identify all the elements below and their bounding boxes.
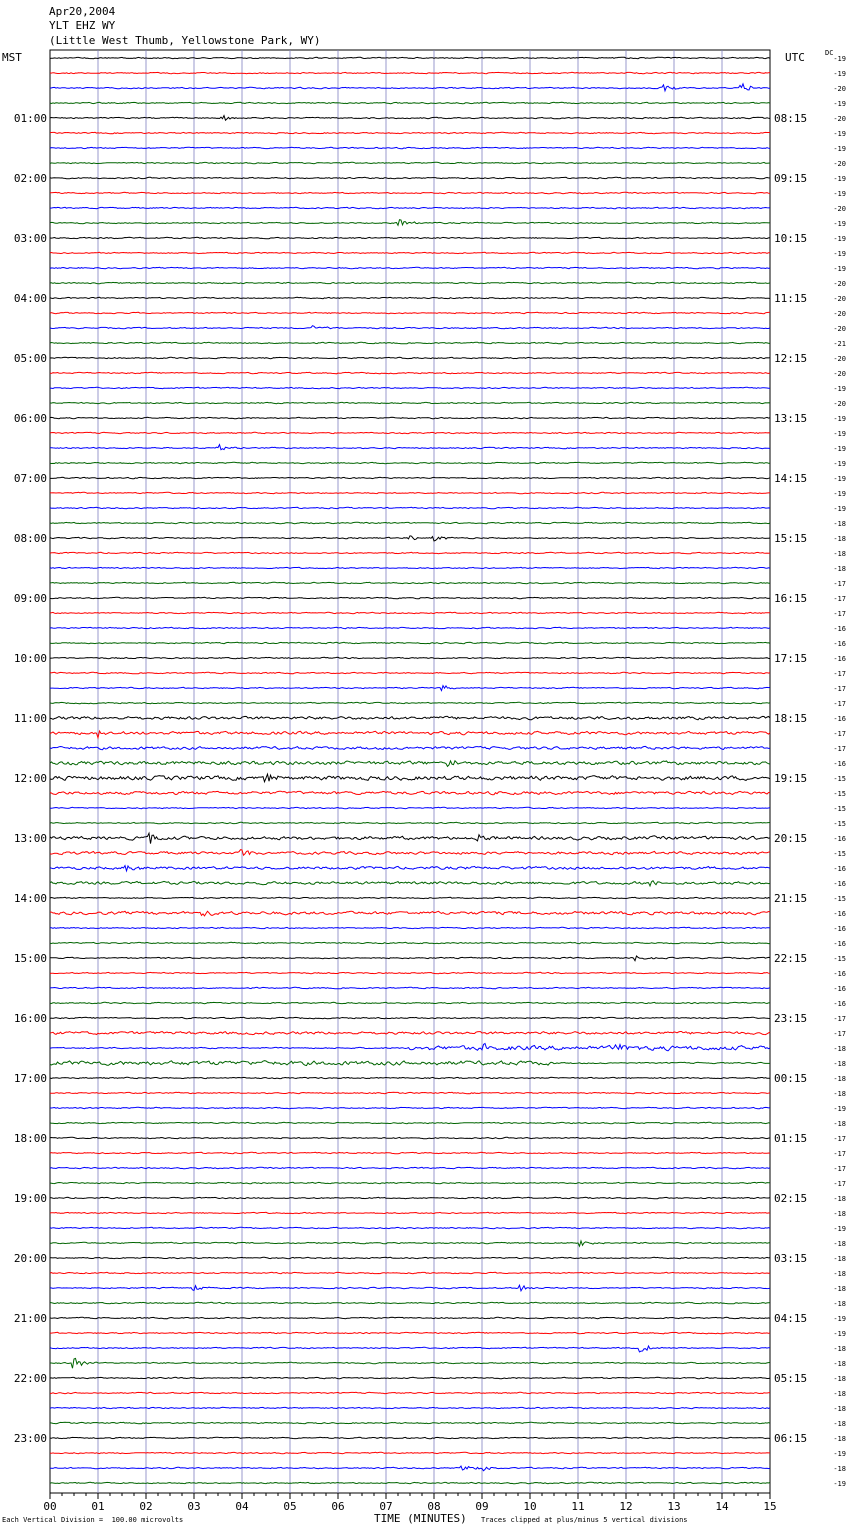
right-hour-label: 04:15 bbox=[774, 1312, 808, 1325]
right-hour-label: 19:15 bbox=[774, 772, 808, 785]
seismogram-trace bbox=[50, 1092, 770, 1093]
seismogram-trace bbox=[50, 1077, 770, 1078]
seismogram-trace bbox=[50, 897, 770, 898]
seismogram-trace bbox=[50, 1061, 770, 1066]
dc-offset-label: -16 bbox=[833, 760, 846, 768]
seismogram-trace bbox=[50, 1317, 770, 1319]
dc-offset-label: -16 bbox=[833, 715, 846, 723]
time-axis bbox=[43, 1493, 776, 1513]
dc-offset-label: -18 bbox=[833, 1405, 846, 1413]
dc-offset-label: -19 bbox=[833, 175, 846, 183]
x-tick-label: 09 bbox=[475, 1500, 489, 1513]
dc-offset-label: -17 bbox=[833, 610, 846, 618]
seismogram-trace bbox=[50, 432, 770, 433]
seismogram-trace bbox=[50, 642, 770, 643]
dc-offset-label: -18 bbox=[833, 1210, 846, 1218]
seismogram-trace bbox=[50, 567, 770, 568]
seismogram-trace bbox=[50, 612, 770, 613]
seismogram-trace bbox=[50, 1002, 770, 1003]
right-hour-label: 03:15 bbox=[774, 1252, 808, 1265]
dc-offset-label: -17 bbox=[833, 1180, 846, 1188]
seismogram-trace bbox=[50, 761, 770, 767]
dc-offset-column-label: DC bbox=[825, 49, 834, 57]
seismogram-trace bbox=[50, 116, 770, 121]
seismogram-trace bbox=[50, 507, 770, 509]
dc-offset-label: -17 bbox=[833, 1135, 846, 1143]
dc-offset-label: -19 bbox=[833, 1480, 846, 1488]
dc-offset-label: -17 bbox=[833, 1150, 846, 1158]
seismogram-trace bbox=[50, 746, 770, 749]
dc-offset-label: -20 bbox=[833, 280, 846, 288]
seismogram-trace bbox=[50, 1227, 770, 1229]
seismogram-trace bbox=[50, 72, 770, 73]
dc-offset-label: -18 bbox=[833, 1435, 846, 1443]
seismogram-trace bbox=[50, 833, 770, 843]
dc-offset-label: -20 bbox=[833, 205, 846, 213]
dc-offset-label: -17 bbox=[833, 745, 846, 753]
left-hour-label: 14:00 bbox=[13, 892, 47, 905]
left-hour-label: 05:00 bbox=[13, 352, 47, 365]
seismogram-trace bbox=[50, 282, 770, 283]
x-tick-label: 01 bbox=[91, 1500, 105, 1513]
dc-offset-label: -16 bbox=[833, 970, 846, 978]
left-hour-label: 19:00 bbox=[13, 1192, 47, 1205]
seismogram-trace bbox=[50, 672, 770, 674]
dc-offset-label: -17 bbox=[833, 670, 846, 678]
seismogram-trace bbox=[50, 417, 770, 419]
right-hour-label: 18:15 bbox=[774, 712, 808, 725]
dc-offset-label: -15 bbox=[833, 790, 846, 798]
left-hour-label: 22:00 bbox=[13, 1372, 47, 1385]
left-hour-label: 20:00 bbox=[13, 1252, 47, 1265]
left-hour-label: 09:00 bbox=[13, 592, 47, 605]
dc-offset-label: -19 bbox=[833, 1315, 846, 1323]
dc-offset-label: -20 bbox=[833, 160, 846, 168]
dc-offset-label: -15 bbox=[833, 775, 846, 783]
seismogram-trace bbox=[50, 102, 770, 103]
dc-offset-label: -18 bbox=[833, 565, 846, 573]
seismogram-trace bbox=[50, 1285, 770, 1291]
dc-offset-label: -17 bbox=[833, 1030, 846, 1038]
dc-offset-label: -16 bbox=[833, 1000, 846, 1008]
seismogram-trace bbox=[50, 237, 770, 238]
dc-offset-label: -19 bbox=[833, 505, 846, 513]
dc-offset-label: -19 bbox=[833, 1330, 846, 1338]
dc-offset-label: -17 bbox=[833, 1015, 846, 1023]
seismogram-trace bbox=[50, 774, 770, 782]
seismogram-trace bbox=[50, 850, 770, 856]
left-hour-label: 01:00 bbox=[13, 112, 47, 125]
dc-offset-label: -19 bbox=[833, 445, 846, 453]
seismogram-trace bbox=[50, 1422, 770, 1423]
seismogram-trace bbox=[50, 1392, 770, 1393]
dc-offset-label: -19 bbox=[833, 55, 846, 63]
plot-grid bbox=[50, 50, 770, 1493]
seismogram-trace bbox=[50, 1017, 770, 1019]
seismogram-trace bbox=[50, 357, 770, 358]
right-hour-label: 02:15 bbox=[774, 1192, 808, 1205]
seismogram-trace bbox=[50, 1272, 770, 1273]
dc-offset-label: -18 bbox=[833, 550, 846, 558]
left-hour-label: 11:00 bbox=[13, 712, 47, 725]
dc-offset-label: -19 bbox=[833, 1105, 846, 1113]
left-hour-label: 02:00 bbox=[13, 172, 47, 185]
seismogram-trace bbox=[50, 1032, 770, 1035]
dc-offset-label: -18 bbox=[833, 1240, 846, 1248]
seismogram-trace bbox=[50, 881, 770, 886]
dc-offset-label: -18 bbox=[833, 1390, 846, 1398]
right-hour-label: 01:15 bbox=[774, 1132, 808, 1145]
dc-offset-label: -16 bbox=[833, 925, 846, 933]
seismogram-trace bbox=[50, 220, 770, 226]
seismogram-trace bbox=[50, 942, 770, 943]
x-tick-label: 11 bbox=[571, 1500, 585, 1513]
dc-offset-label: -20 bbox=[833, 310, 846, 318]
x-tick-label: 04 bbox=[235, 1500, 249, 1513]
seismogram-trace bbox=[50, 312, 770, 313]
left-hour-label: 17:00 bbox=[13, 1072, 47, 1085]
seismogram-trace bbox=[50, 657, 770, 658]
seismogram-trace bbox=[50, 686, 770, 691]
seismogram-traces bbox=[50, 57, 770, 1484]
x-tick-label: 14 bbox=[715, 1500, 729, 1513]
seismogram-trace bbox=[50, 445, 770, 450]
dc-offset-label: -21 bbox=[833, 340, 846, 348]
seismogram-trace bbox=[50, 1482, 770, 1484]
dc-offset-label: -17 bbox=[833, 700, 846, 708]
x-tick-label: 12 bbox=[619, 1500, 633, 1513]
seismogram-trace bbox=[50, 807, 770, 808]
right-hour-label: 00:15 bbox=[774, 1072, 808, 1085]
right-hour-label: 10:15 bbox=[774, 232, 808, 245]
dc-offset-label: -15 bbox=[833, 850, 846, 858]
seismogram-trace bbox=[50, 1152, 770, 1154]
dc-offset-labels bbox=[833, 55, 846, 1488]
dc-offset-label: -19 bbox=[833, 145, 846, 153]
seismogram-trace bbox=[50, 597, 770, 599]
left-hour-label: 18:00 bbox=[13, 1132, 47, 1145]
dc-offset-label: -18 bbox=[833, 1255, 846, 1263]
dc-offset-label: -19 bbox=[833, 250, 846, 258]
dc-offset-label: -20 bbox=[833, 370, 846, 378]
seismogram-trace bbox=[50, 132, 770, 133]
seismogram-trace bbox=[50, 1122, 770, 1123]
seismogram-trace bbox=[50, 1466, 770, 1471]
right-hour-label: 17:15 bbox=[774, 652, 808, 665]
seismogram-trace bbox=[50, 252, 770, 253]
dc-offset-label: -16 bbox=[833, 910, 846, 918]
seismogram-trace bbox=[50, 342, 770, 344]
dc-offset-label: -19 bbox=[833, 490, 846, 498]
dc-offset-label: -18 bbox=[833, 1345, 846, 1353]
dc-offset-label: -18 bbox=[833, 1270, 846, 1278]
header-station: YLT EHZ WY bbox=[49, 19, 116, 32]
dc-offset-label: -16 bbox=[833, 865, 846, 873]
left-hour-label: 07:00 bbox=[13, 472, 47, 485]
right-timezone-label: UTC bbox=[785, 51, 805, 64]
seismogram-trace bbox=[50, 956, 770, 961]
dc-offset-label: -18 bbox=[833, 1120, 846, 1128]
dc-offset-label: -15 bbox=[833, 805, 846, 813]
seismogram-trace bbox=[50, 1332, 770, 1334]
dc-offset-label: -20 bbox=[833, 400, 846, 408]
left-hour-label: 15:00 bbox=[13, 952, 47, 965]
seismogram-trace bbox=[50, 1212, 770, 1213]
seismogram-trace bbox=[50, 552, 770, 553]
seismogram-trace bbox=[50, 297, 770, 298]
seismogram-trace bbox=[50, 1377, 770, 1379]
seismogram-trace bbox=[50, 147, 770, 149]
seismogram-trace bbox=[50, 162, 770, 163]
dc-offset-label: -16 bbox=[833, 625, 846, 633]
dc-offset-label: -15 bbox=[833, 820, 846, 828]
seismogram-trace bbox=[50, 582, 770, 584]
seismogram-trace bbox=[50, 372, 770, 374]
seismogram-trace bbox=[50, 177, 770, 179]
dc-offset-label: -20 bbox=[833, 115, 846, 123]
seismogram-trace bbox=[50, 1241, 770, 1246]
dc-offset-label: -19 bbox=[833, 1225, 846, 1233]
dc-offset-label: -19 bbox=[833, 265, 846, 273]
seismogram-trace bbox=[50, 927, 770, 928]
dc-offset-label: -18 bbox=[833, 535, 846, 543]
dc-offset-label: -16 bbox=[833, 640, 846, 648]
seismogram-trace bbox=[50, 192, 770, 194]
right-hour-label: 22:15 bbox=[774, 952, 808, 965]
header-date: Apr20,2004 bbox=[49, 5, 116, 18]
x-axis-label: TIME (MINUTES) bbox=[374, 1512, 467, 1525]
dc-offset-label: -18 bbox=[833, 1045, 846, 1053]
seismogram-trace bbox=[50, 1137, 770, 1139]
seismogram-trace bbox=[50, 1107, 770, 1109]
right-hour-label: 08:15 bbox=[774, 112, 808, 125]
left-hour-labels bbox=[14, 112, 47, 1445]
dc-offset-label: -19 bbox=[833, 460, 846, 468]
dc-offset-label: -17 bbox=[833, 1165, 846, 1173]
right-hour-label: 09:15 bbox=[774, 172, 808, 185]
x-tick-label: 13 bbox=[667, 1500, 681, 1513]
seismogram-trace bbox=[50, 462, 770, 464]
dc-offset-label: -18 bbox=[833, 1285, 846, 1293]
x-tick-label: 00 bbox=[43, 1500, 57, 1513]
seismogram-trace bbox=[50, 731, 770, 738]
scale-note: Each Vertical Division = 100.00 microvolts bbox=[2, 1516, 184, 1524]
seismogram-trace bbox=[50, 1452, 770, 1453]
left-hour-label: 21:00 bbox=[13, 1312, 47, 1325]
seismogram-trace bbox=[50, 1044, 770, 1051]
seismogram-trace bbox=[50, 1437, 770, 1439]
plot-frame bbox=[50, 50, 770, 1493]
x-tick-label: 07 bbox=[379, 1500, 393, 1513]
dc-offset-label: -18 bbox=[833, 1060, 846, 1068]
dc-offset-label: -16 bbox=[833, 835, 846, 843]
dc-offset-label: -20 bbox=[833, 355, 846, 363]
x-tick-label: 10 bbox=[523, 1500, 537, 1513]
seismogram-trace bbox=[50, 1182, 770, 1183]
dc-offset-label: -20 bbox=[833, 295, 846, 303]
seismogram-trace bbox=[50, 1346, 770, 1352]
dc-offset-label: -18 bbox=[833, 1420, 846, 1428]
dc-offset-label: -18 bbox=[833, 1075, 846, 1083]
right-hour-labels bbox=[774, 112, 807, 1445]
seismogram-trace bbox=[50, 987, 770, 989]
left-hour-label: 08:00 bbox=[13, 532, 47, 545]
dc-offset-label: -18 bbox=[833, 1300, 846, 1308]
dc-offset-label: -18 bbox=[833, 1465, 846, 1473]
seismogram-trace bbox=[50, 911, 770, 916]
dc-offset-label: -16 bbox=[833, 655, 846, 663]
dc-offset-label: -18 bbox=[833, 1090, 846, 1098]
seismogram-trace bbox=[50, 1167, 770, 1169]
dc-offset-label: -19 bbox=[833, 220, 846, 228]
seismogram-trace bbox=[50, 627, 770, 628]
seismogram-trace bbox=[50, 387, 770, 389]
dc-offset-label: -19 bbox=[833, 235, 846, 243]
dc-offset-label: -16 bbox=[833, 940, 846, 948]
x-tick-label: 15 bbox=[763, 1500, 777, 1513]
left-hour-label: 23:00 bbox=[13, 1432, 47, 1445]
dc-offset-label: -18 bbox=[833, 1195, 846, 1203]
right-hour-label: 20:15 bbox=[774, 832, 808, 845]
dc-offset-label: -19 bbox=[833, 385, 846, 393]
dc-offset-label: -15 bbox=[833, 955, 846, 963]
left-hour-label: 03:00 bbox=[13, 232, 47, 245]
seismogram-trace bbox=[50, 1302, 770, 1304]
seismogram-trace bbox=[50, 522, 770, 524]
right-hour-label: 05:15 bbox=[774, 1372, 808, 1385]
dc-offset-label: -16 bbox=[833, 985, 846, 993]
seismogram-trace bbox=[50, 1358, 770, 1368]
seismogram-trace bbox=[50, 822, 770, 824]
dc-offset-label: -18 bbox=[833, 1360, 846, 1368]
seismogram-trace bbox=[50, 716, 770, 719]
seismogram-trace bbox=[50, 207, 770, 208]
right-hour-label: 15:15 bbox=[774, 532, 808, 545]
left-hour-label: 06:00 bbox=[13, 412, 47, 425]
x-tick-label: 06 bbox=[331, 1500, 345, 1513]
dc-offset-label: -19 bbox=[833, 190, 846, 198]
left-hour-label: 04:00 bbox=[13, 292, 47, 305]
right-hour-label: 13:15 bbox=[774, 412, 808, 425]
seismogram-trace bbox=[50, 326, 770, 329]
seismogram-trace bbox=[50, 702, 770, 704]
dc-offset-label: -19 bbox=[833, 70, 846, 78]
dc-offset-label: -16 bbox=[833, 880, 846, 888]
x-tick-label: 05 bbox=[283, 1500, 297, 1513]
seismogram-trace bbox=[50, 402, 770, 403]
dc-offset-label: -19 bbox=[833, 415, 846, 423]
seismogram-trace bbox=[50, 866, 770, 871]
left-hour-label: 10:00 bbox=[13, 652, 47, 665]
left-timezone-label: MST bbox=[2, 51, 22, 64]
seismogram-trace bbox=[50, 536, 770, 541]
seismogram-trace bbox=[50, 1407, 770, 1408]
dc-offset-label: -15 bbox=[833, 895, 846, 903]
right-hour-label: 12:15 bbox=[774, 352, 808, 365]
seismogram-trace bbox=[50, 1257, 770, 1258]
dc-offset-label: -17 bbox=[833, 685, 846, 693]
right-hour-label: 23:15 bbox=[774, 1012, 808, 1025]
dc-offset-label: -17 bbox=[833, 595, 846, 603]
seismogram-trace bbox=[50, 57, 770, 59]
dc-offset-label: -20 bbox=[833, 325, 846, 333]
dc-offset-label: -18 bbox=[833, 1375, 846, 1383]
right-hour-label: 11:15 bbox=[774, 292, 808, 305]
right-hour-label: 06:15 bbox=[774, 1432, 808, 1445]
dc-offset-label: -17 bbox=[833, 580, 846, 588]
right-hour-label: 21:15 bbox=[774, 892, 808, 905]
seismogram-trace bbox=[50, 267, 770, 269]
seismogram-trace bbox=[50, 477, 770, 478]
dc-offset-label: -19 bbox=[833, 130, 846, 138]
dc-offset-label: -19 bbox=[833, 475, 846, 483]
dc-offset-label: -19 bbox=[833, 430, 846, 438]
x-tick-label: 08 bbox=[427, 1500, 441, 1513]
x-tick-label: 02 bbox=[139, 1500, 153, 1513]
right-hour-label: 14:15 bbox=[774, 472, 808, 485]
dc-offset-label: -19 bbox=[833, 1450, 846, 1458]
left-hour-label: 12:00 bbox=[13, 772, 47, 785]
seismogram-trace bbox=[50, 1197, 770, 1198]
dc-offset-label: -20 bbox=[833, 85, 846, 93]
seismogram-trace bbox=[50, 84, 770, 91]
left-hour-label: 16:00 bbox=[13, 1012, 47, 1025]
dc-offset-label: -17 bbox=[833, 730, 846, 738]
seismogram-trace bbox=[50, 492, 770, 494]
dc-offset-label: -18 bbox=[833, 520, 846, 528]
left-hour-label: 13:00 bbox=[13, 832, 47, 845]
x-tick-label: 03 bbox=[187, 1500, 201, 1513]
clip-note: Traces clipped at plus/minus 5 vertical divisions bbox=[481, 1516, 688, 1524]
seismogram-trace bbox=[50, 791, 770, 795]
seismogram-trace bbox=[50, 972, 770, 973]
dc-offset-label: -19 bbox=[833, 100, 846, 108]
right-hour-label: 16:15 bbox=[774, 592, 808, 605]
header-location: (Little West Thumb, Yellowstone Park, WY) bbox=[49, 34, 321, 47]
